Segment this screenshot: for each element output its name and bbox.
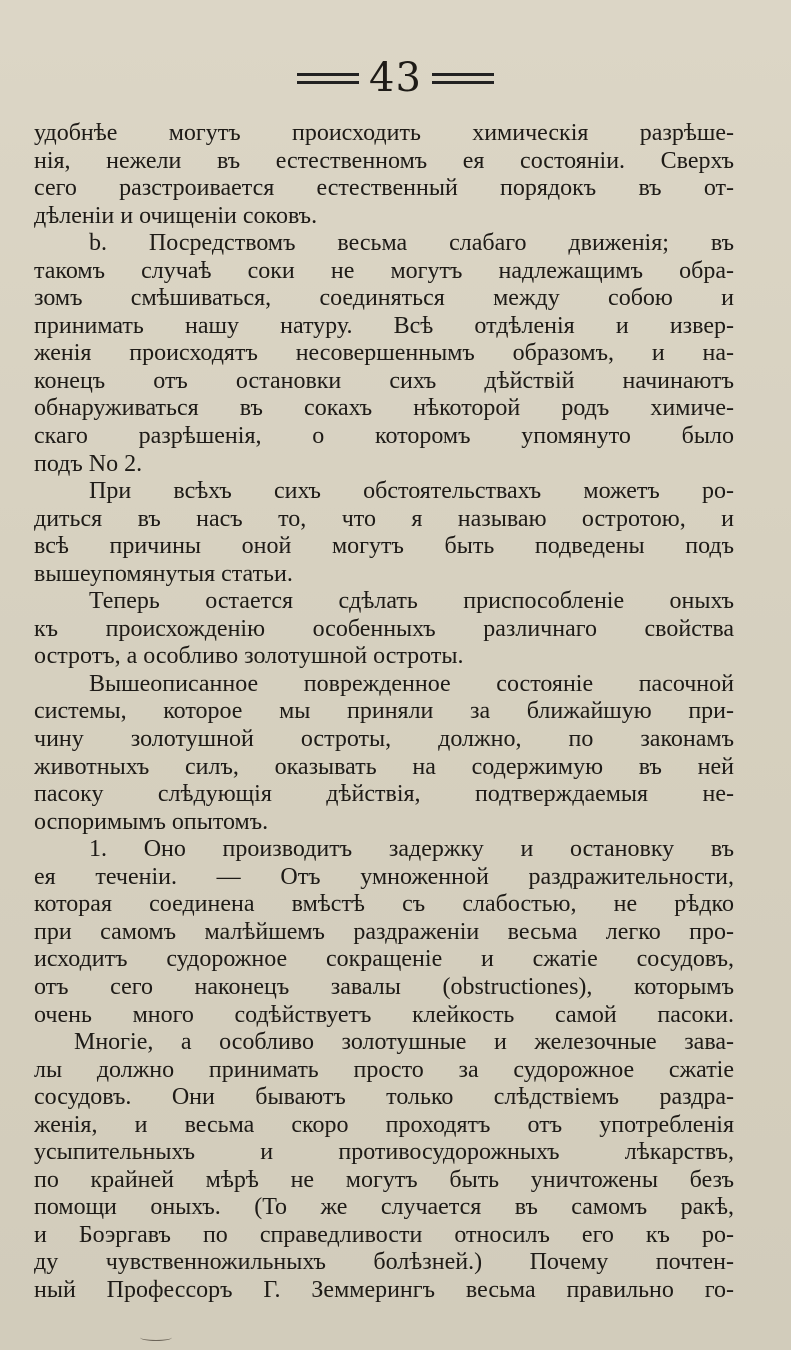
text-line: ея теченіи. — Отъ умноженной раздражительности, [34, 863, 734, 890]
text-line: Многіе, а особливо золотушные и железочные зава- [74, 1029, 734, 1056]
ink-mark [140, 1334, 172, 1341]
text-line: остротъ, а особливо золотушной остроты. [34, 643, 464, 670]
text-line: такомъ случаѣ соки не могутъ надлежащимъ обра- [34, 257, 734, 284]
text-line: конецъ отъ остановки сихъ дѣйствій начинаютъ [34, 367, 734, 394]
right-double-rule [432, 73, 494, 84]
text-line: принимать нашу натуру. Всѣ отдѣленія и извер- [34, 312, 734, 339]
text-line: при самомъ малѣйшемъ раздраженіи весьма легко про- [34, 918, 734, 945]
text-line: усыпительныхъ и противосудорожныхъ лѣкарствъ, [34, 1139, 734, 1166]
text-line: дѣленіи и очищеніи соковъ. [34, 202, 318, 229]
text-line: отъ сего наконецъ завалы (obstructiones), которымъ [34, 973, 734, 1000]
text-line: женія, и весьма скоро проходятъ отъ употребленія [34, 1111, 734, 1138]
text-line: Вышеописанное поврежденное состояніе пасочной [89, 670, 734, 697]
text-line: чину золотушной остроты, должно, по законамъ [34, 726, 734, 753]
page-number: 43 [369, 55, 422, 101]
text-line: b. Посредствомъ весьма слабаго движенія; въ [89, 230, 734, 257]
text-line: удобнѣе могутъ происходить химическія разрѣше- [34, 120, 734, 146]
text-line: Теперь остается сдѣлать приспособленіе оныхъ [89, 588, 734, 615]
text-line: къ происхожденію особенныхъ различнаго свойства [34, 615, 734, 642]
text-line: подъ No 2. [34, 450, 143, 477]
text-line: по крайней мѣрѣ не могутъ быть уничтожены безъ [34, 1166, 734, 1193]
text-line: исходитъ судорожное сокращеніе и сжатіе сосудовъ, [34, 946, 734, 973]
text-line: помощи оныхъ. (То же случается въ самомъ ракѣ, [34, 1194, 734, 1221]
body-text [34, 120, 734, 1305]
left-double-rule [297, 73, 359, 84]
text-line: лы должно принимать просто за судорожное сжатіе [34, 1056, 734, 1083]
text-line: сего разстроивается естественный порядокъ въ от- [34, 175, 734, 202]
text-line: которая соединена вмѣстѣ съ слабостью, не рѣдко [34, 891, 734, 918]
text-line: ный Профессоръ Г. Земмерингъ весьма правильно го- [34, 1276, 734, 1303]
text-line: зомъ смѣшиваться, соединяться между собою и [34, 285, 734, 312]
text-line: и Боэргавъ по справедливости относилъ его къ ро- [34, 1221, 734, 1248]
text-line: вышеупомянутыя статьи. [34, 560, 293, 587]
text-line: 1. Оно производитъ задержку и остановку въ [89, 836, 734, 863]
text-line: очень много содѣйствуетъ клейкость самой пасоки. [34, 1001, 734, 1028]
page-header [0, 48, 791, 108]
text-line: нія, нежели въ естественномъ ея состояніи. Сверхъ [34, 147, 734, 174]
text-line: всѣ причины оной могутъ быть подведены подъ [34, 533, 734, 560]
text-line: обнаруживаться въ сокахъ нѣкоторой родъ химиче- [34, 395, 734, 422]
text-line: оспоримымъ опытомъ. [34, 808, 269, 835]
text-line: ду чувственножильныхъ болѣзней.) Почему почтен- [34, 1249, 734, 1276]
text-line: животныхъ силъ, оказывать на содержимую въ ней [34, 753, 734, 780]
text-line: При всѣхъ сихъ обстоятельствахъ можетъ ро- [89, 478, 734, 505]
text-line: скаго разрѣшенія, о которомъ упомянуто было [34, 423, 734, 450]
text-line: диться въ насъ то, что я называю остротою, и [34, 505, 734, 532]
text-line: системы, которое мы приняли за ближайшую при- [34, 698, 734, 725]
text-line: пасоку слѣдующія дѣйствія, подтверждаемыя не- [34, 781, 734, 808]
text-line: сосудовъ. Они бываютъ только слѣдствіемъ раздра- [34, 1084, 734, 1111]
text-line: женія происходятъ несовершеннымъ образомъ, и на- [34, 340, 734, 367]
